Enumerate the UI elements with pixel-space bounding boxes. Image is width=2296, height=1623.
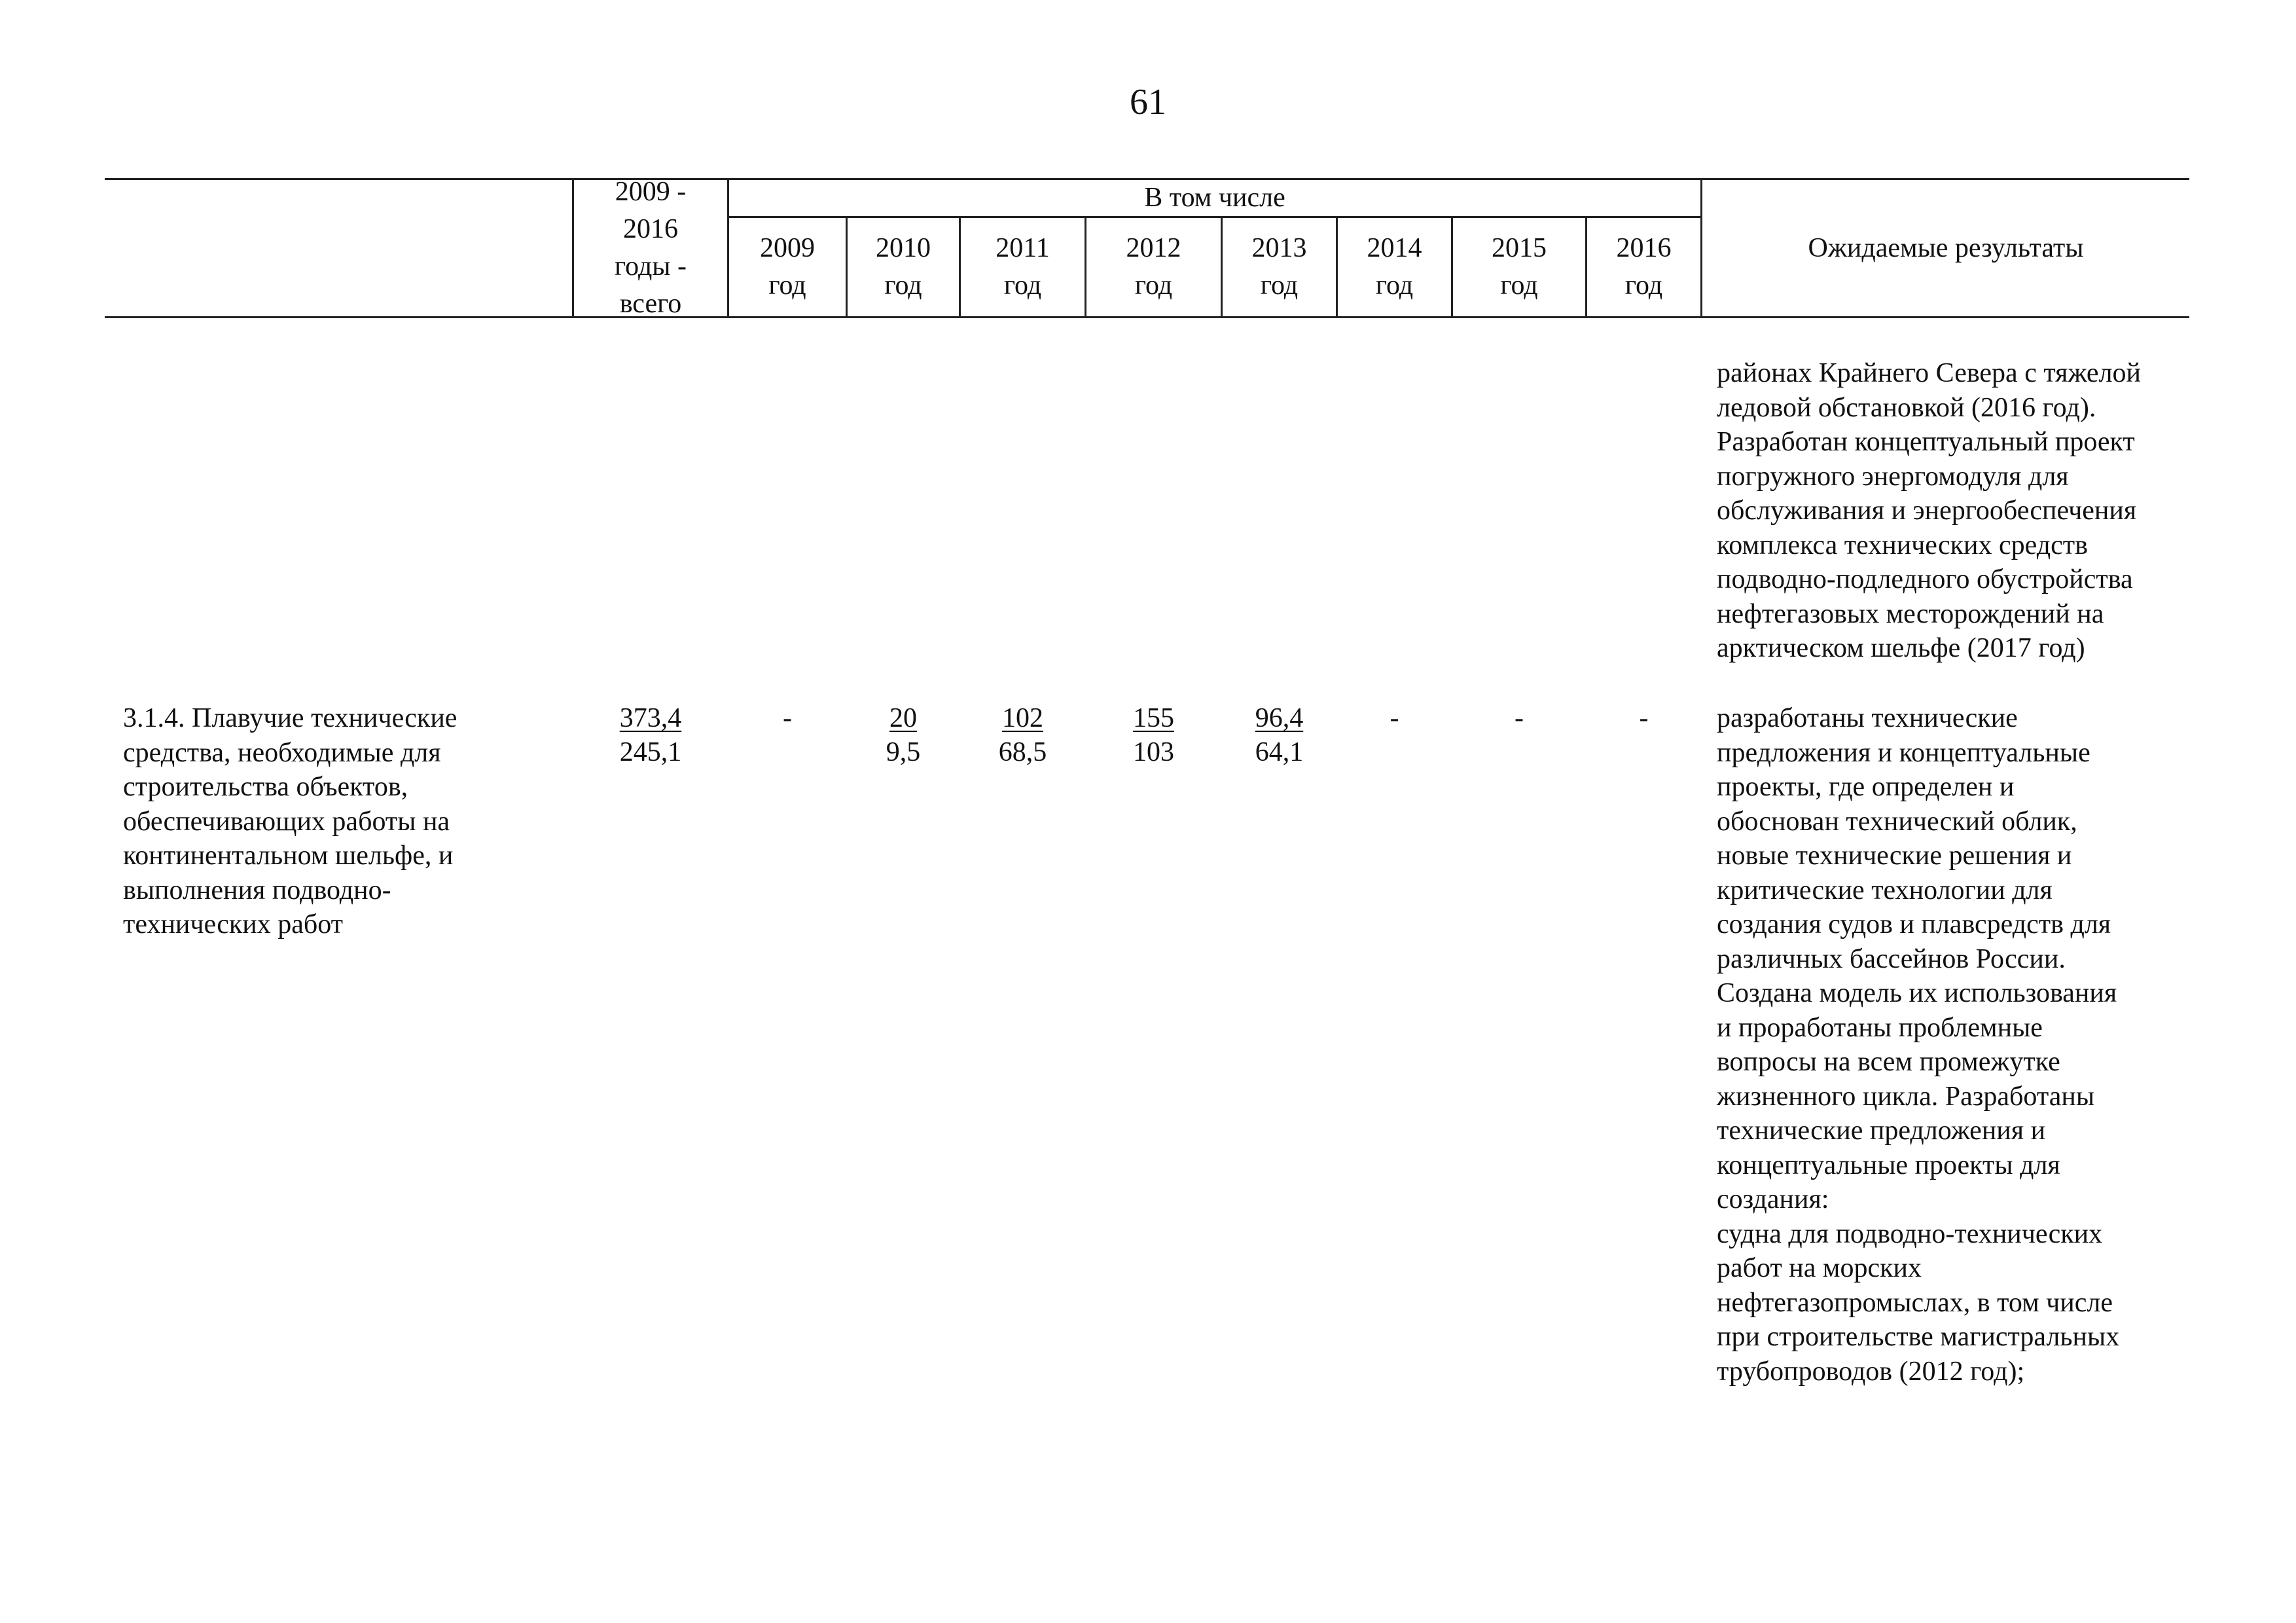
row-value-2013: 96,4 64,1 bbox=[1255, 703, 1304, 767]
header-total-line: 2016 bbox=[623, 214, 678, 244]
table-header-bottom-rule bbox=[105, 316, 2189, 318]
header-year-2009: 2009 год bbox=[760, 233, 815, 301]
continuation-results: районах Крайнего Севера с тяжелой ледовой обстановкой (2016 год). Разработан концептуальный проект погружного энергомодуля для обслуживания и энергообеспечения комплекса технических средств подводно-подледного обустройства нефтегазовых месторождений на арктическом шельфе (2017 год) bbox=[1717, 358, 2142, 663]
header-year-2014: 2014 год bbox=[1367, 233, 1422, 301]
header-year-2015: 2015 год bbox=[1492, 233, 1547, 301]
header-year-2011: 2011 год bbox=[996, 233, 1050, 301]
row-value-2011: 102 68,5 bbox=[998, 703, 1047, 767]
row-value-2016: - bbox=[1639, 703, 1649, 733]
row-results: разработаны технические предложения и концептуальные проекты, где определен и обоснован технический облик, новые технические решения и критические технологии для создания судов и плавсредств для различных бассейнов России. Создана модель их использования и проработаны проблемные вопросы на всем промежутке жизненного цикла. Разработаны технические предложения и концептуальные проекты для создания: судна для подводно-технических работ на морских нефтегазопромыслах, в том числе при строительстве магистральных трубопроводов (2012 год); bbox=[1717, 703, 2120, 1387]
row-name: 3.1.4. Плавучие технические средства, необходимые для строительства объектов, обеспечивающих работы на континентальном шельфе, и выполнения подводно- технических работ bbox=[123, 703, 457, 939]
header-year-2010: 2010 год bbox=[876, 233, 931, 301]
row-value-2014: - bbox=[1390, 703, 1399, 733]
header-total-line: 2009 - bbox=[615, 177, 687, 207]
header-total-column bbox=[574, 177, 727, 319]
row-value-2009: - bbox=[783, 703, 792, 733]
row-value-2010: 20 9,5 bbox=[886, 703, 921, 767]
header-group-label: В том числе bbox=[1144, 183, 1285, 213]
header-year-2012: 2012 год bbox=[1126, 233, 1181, 301]
header-total-line: годы - bbox=[614, 251, 687, 282]
row-value-2015: - bbox=[1515, 703, 1524, 733]
header-total-line: всего bbox=[619, 289, 682, 319]
header-year-2013: 2013 год bbox=[1251, 233, 1307, 301]
row-value-2012: 155 103 bbox=[1133, 703, 1174, 767]
row-total-value: 373,4 245,1 bbox=[619, 703, 682, 767]
header-results-label: Ожидаемые результаты bbox=[1808, 232, 2084, 263]
page-number: 61 bbox=[1130, 82, 1166, 122]
header-year-2016: 2016 год bbox=[1616, 233, 1672, 301]
